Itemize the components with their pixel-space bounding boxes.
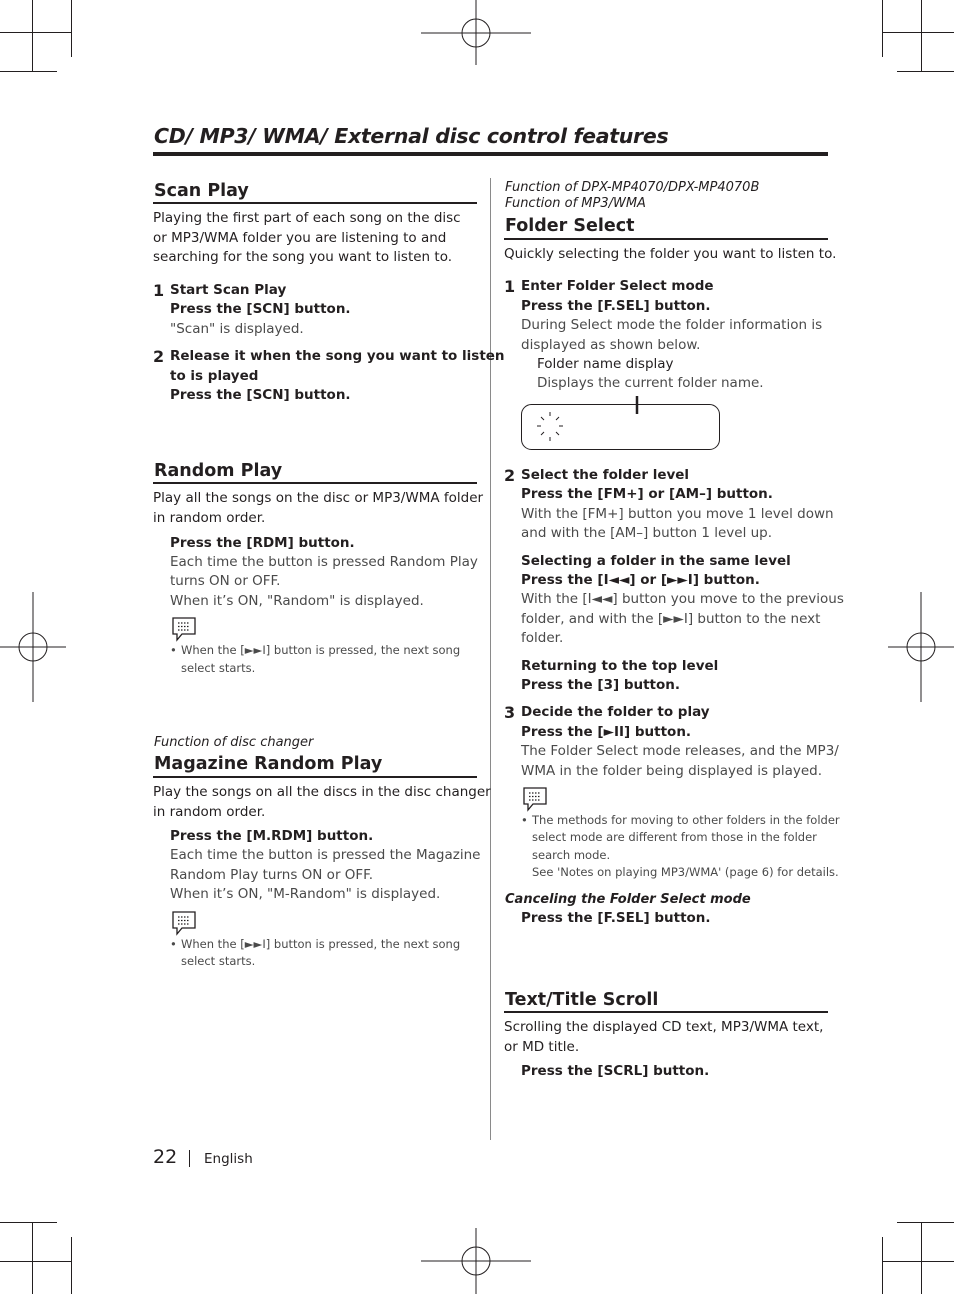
step-description: turns ON or OFF. [170,573,281,589]
step-number: 1 [504,277,516,296]
crop-mark [883,1261,954,1262]
section-heading: Folder Select [505,216,635,236]
column-divider [490,178,491,1140]
heading-rule [504,238,828,240]
step-description: folder. [521,630,564,646]
note-text: select mode are different from those in the folder [532,830,817,844]
step-number: 2 [153,347,165,366]
step-description: When it’s ON, "M-Random" is displayed. [170,886,441,902]
step-description: "Scan" is displayed. [170,321,304,337]
step-action: Press the [SCN] button. [170,301,351,317]
crop-mark [0,1222,57,1223]
intro-text: Play the songs on all the discs in the disc changer [153,784,491,800]
crop-mark [32,0,33,71]
display-description: Displays the current folder name. [537,375,764,391]
heading-rule [504,1011,828,1013]
function-label: Function of MP3/WMA [505,196,646,211]
step-action: Press the [RDM] button. [170,535,355,551]
crop-mark [71,0,72,57]
crop-mark [883,32,954,33]
page-number: 22 [153,1146,178,1168]
sub-action: Press the [F.SEL] button. [521,910,711,926]
note-text: See 'Notes on playing MP3/WMA' (page 6) for details. [532,865,839,879]
folder-display-illustration [520,394,722,452]
intro-text: Play all the songs on the disc or MP3/WMA folder [153,490,484,506]
step-description: The Folder Select mode releases, and the MP3/ [521,743,839,759]
step-title: to is played [170,368,259,384]
note-bullet: • [170,643,177,657]
section-heading: Scan Play [154,181,249,201]
crop-mark [71,1237,72,1294]
step-number: 1 [153,281,165,300]
section-heading: Text/Title Scroll [505,990,659,1010]
note-icon [521,786,549,812]
intro-text: in random order. [153,804,266,820]
note-text: select starts. [181,661,256,675]
note-text: search mode. [532,848,611,862]
crop-mark [882,1237,883,1294]
intro-text: Quickly selecting the folder you want to listen to. [504,246,837,262]
page-title: CD/ MP3/ WMA/ External disc control features [154,124,669,148]
crop-mark [882,0,883,57]
registration-mark-bottom [421,1228,531,1294]
step-number: 3 [504,703,516,722]
function-label: Function of DPX-MP4070/DPX-MP4070B [505,180,760,195]
step-action: Press the [SCN] button. [170,387,351,403]
step-description: WMA in the folder being displayed is played. [521,763,823,779]
note-text: When the [►►I] button is pressed, the next song [181,937,461,951]
section-heading: Magazine Random Play [154,754,383,774]
note-icon [170,910,198,936]
heading-rule [153,776,477,778]
crop-mark [0,1261,71,1262]
step-action: Press the [►II] button. [521,724,692,740]
display-label: Folder name display [537,356,674,372]
note-text: When the [►►I] button is pressed, the next song [181,643,461,657]
sub-action: Press the [I◄◄] or [►►I] button. [521,572,760,588]
step-action: Press the [SCRL] button. [521,1063,710,1079]
crop-mark [897,71,954,72]
step-description: During Select mode the folder information is [521,317,823,333]
crop-mark [32,1222,33,1294]
registration-mark-top [421,0,531,70]
intro-text: or MD title. [504,1039,580,1055]
intro-text: or MP3/WMA folder you are listening to and [153,230,447,246]
intro-text: Scrolling the displayed CD text, MP3/WMA text, [504,1019,824,1035]
sub-action: Press the [3] button. [521,677,681,693]
note-text: The methods for moving to other folders in the folder [532,813,840,827]
crop-mark [921,1222,922,1294]
step-title: Decide the folder to play [521,704,710,720]
footer-divider [189,1150,190,1167]
footer-language: English [204,1151,253,1167]
note-text: select starts. [181,954,256,968]
sub-title: Selecting a folder in the same level [521,553,791,569]
note-bullet: • [170,937,177,951]
sub-title: Returning to the top level [521,658,719,674]
step-description: Random Play turns ON or OFF. [170,867,374,883]
step-description: folder, and with the [►►I] button to the next [521,611,821,627]
crop-mark [0,71,57,72]
step-description: Each time the button is pressed Random Play [170,554,478,570]
step-title: Enter Folder Select mode [521,278,714,294]
section-heading: Random Play [154,461,283,481]
function-label: Function of disc changer [154,735,314,750]
sub-title: Canceling the Folder Select mode [505,892,751,907]
crop-mark [0,32,71,33]
step-description: Each time the button is pressed the Magazine [170,847,481,863]
step-description: With the [I◄◄] button you move to the previous [521,591,844,607]
note-bullet: • [521,813,528,827]
note-icon [170,616,198,642]
heading-rule [153,482,477,484]
heading-rule [153,202,477,204]
step-action: Press the [FM+] or [AM–] button. [521,486,773,502]
title-rule [153,152,828,156]
registration-mark-right [888,592,954,702]
step-number: 2 [504,466,516,485]
step-description: and with the [AM–] button 1 level up. [521,525,773,541]
step-description: With the [FM+] button you move 1 level down [521,506,834,522]
registration-mark-left [0,592,66,702]
step-action: Press the [M.RDM] button. [170,828,374,844]
crop-mark [921,0,922,71]
crop-mark [897,1222,954,1223]
intro-text: searching for the song you want to listen to. [153,249,453,265]
step-title: Start Scan Play [170,282,287,298]
intro-text: Playing the first part of each song on the disc [153,210,461,226]
step-title: Select the folder level [521,467,690,483]
step-description: displayed as shown below. [521,337,701,353]
step-description: When it’s ON, "Random" is displayed. [170,593,424,609]
step-action: Press the [F.SEL] button. [521,298,711,314]
step-title: Release it when the song you want to listen [170,348,505,364]
intro-text: in random order. [153,510,266,526]
